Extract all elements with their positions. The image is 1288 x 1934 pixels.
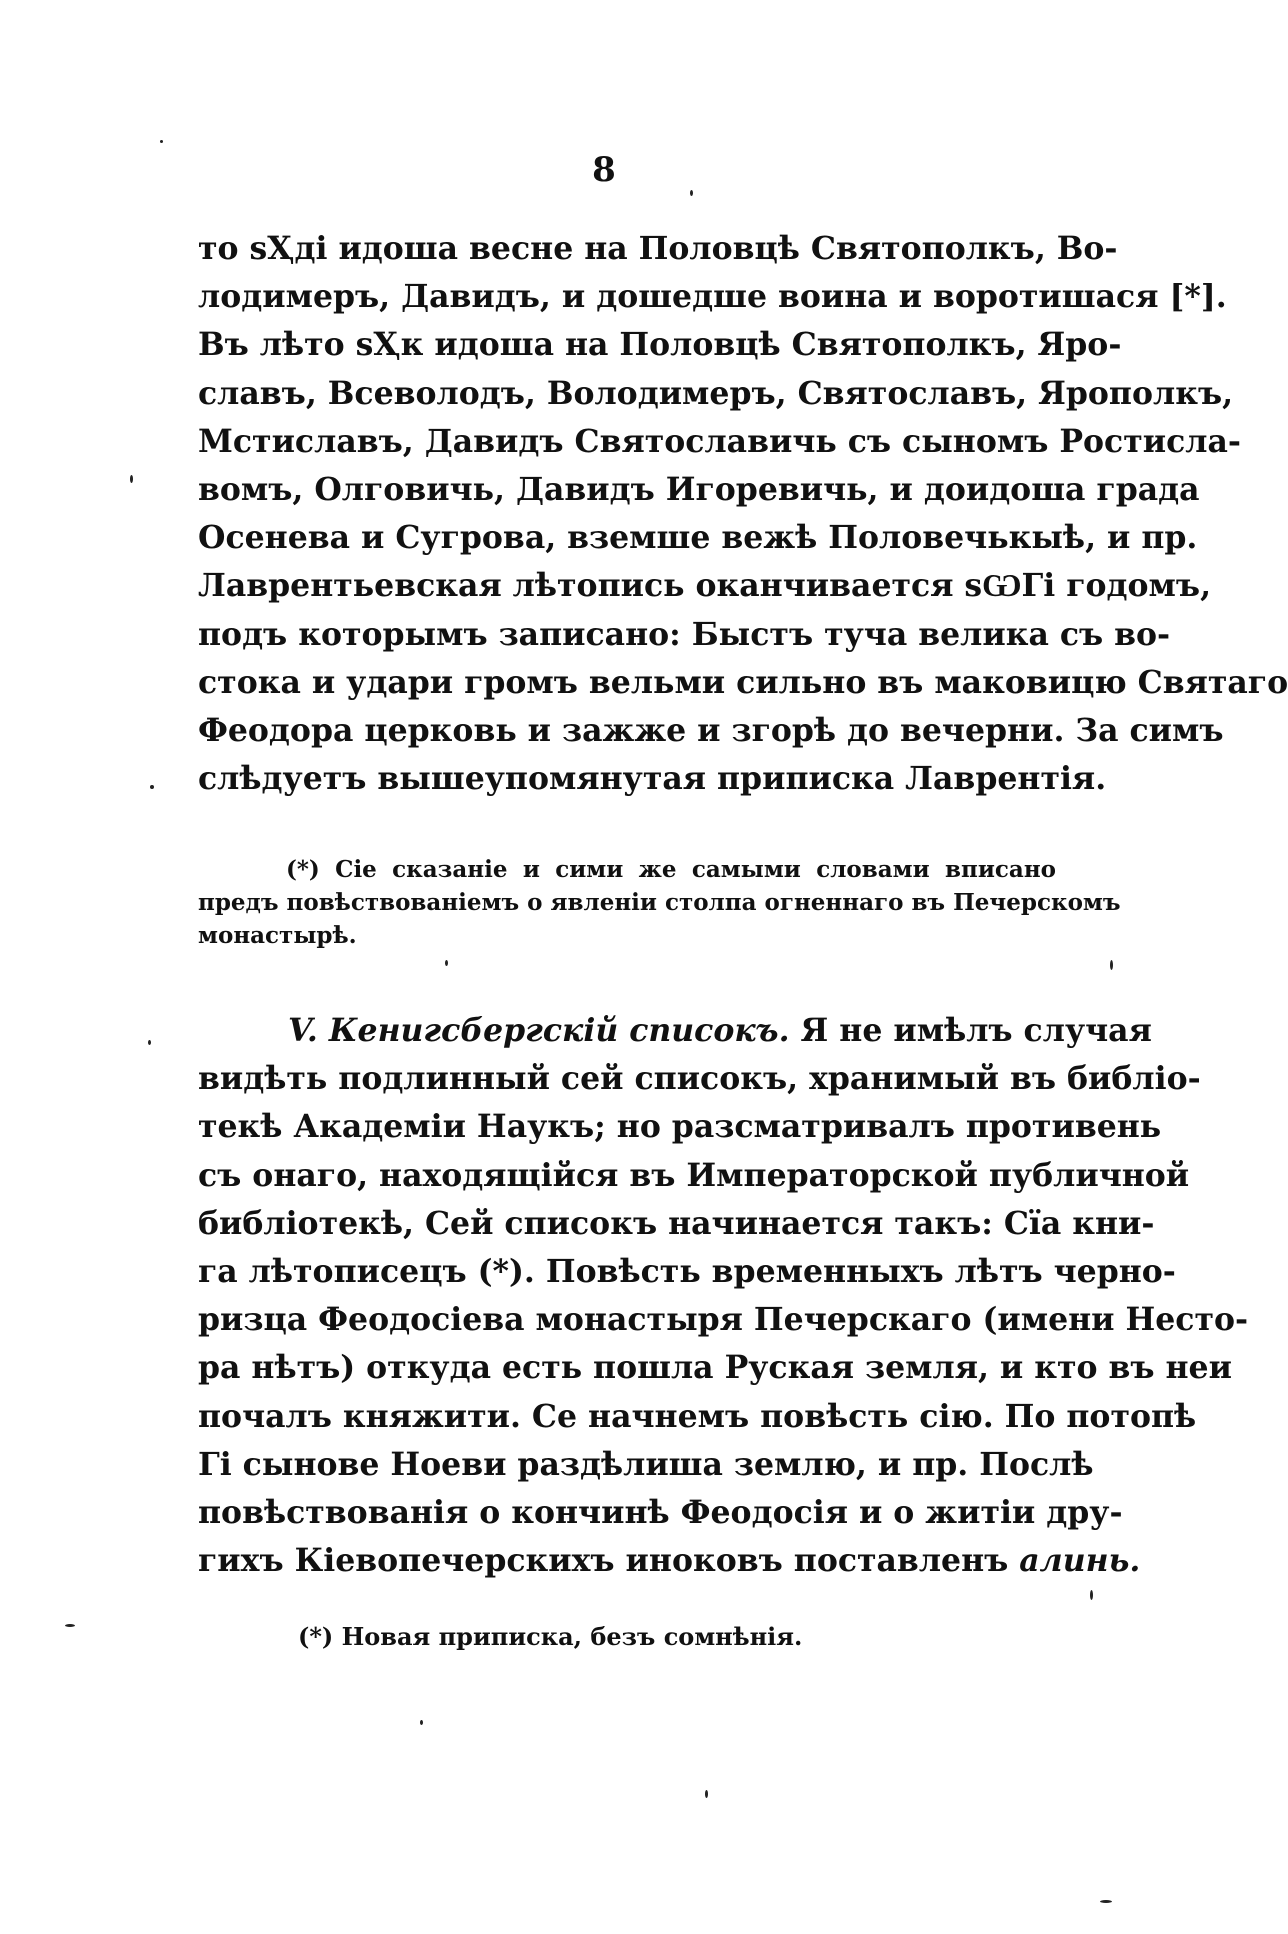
footnote-line: (*) Новая приписка, безъ сомнѣнія.: [298, 1622, 803, 1651]
footnote-line: (*) Сіе сказаніе и сими же самыми словами вписано: [286, 856, 1056, 883]
paragraph-2: [198, 1007, 1249, 1585]
text-fragment: гихъ Кіевопечерскихъ иноковъ поставленъ: [198, 1542, 1009, 1580]
text-line: славъ, Всеволодъ, Володимеръ, Святославъ, Ярополкъ,: [198, 374, 1234, 412]
text-line: видѣть подлинный сей списокъ, хранимый въ библіо-: [198, 1060, 1201, 1098]
scan-speck: [130, 475, 133, 483]
text-line: Гі сынове Ноеви раздѣлиша землю, и пр. Послѣ: [198, 1445, 1094, 1483]
text-line: вомъ, Олговичь, Давидъ Игоревичь, и доидоша града: [198, 471, 1200, 509]
paragraph-1: [198, 225, 1288, 803]
scan-speck: [1090, 1590, 1093, 1600]
footnote-2: [298, 1620, 898, 1653]
text-line: то sҲді идоша весне на Половцѣ Святополкъ, Во-: [198, 230, 1118, 267]
text-line: стока и удари громъ вельми сильно въ маковицю Святаго: [198, 663, 1288, 701]
scan-speck: [690, 190, 693, 196]
text-line: текѣ Академіи Наукъ; но разсматривалъ противень: [198, 1108, 1162, 1146]
footnote-line: монастырѣ.: [198, 922, 357, 949]
text-line: ра нѣтъ) откуда есть пошла Руская земля, и кто въ неи: [198, 1349, 1232, 1387]
closing-word: алинь.: [1019, 1542, 1141, 1580]
scan-speck: [65, 1624, 75, 1627]
text-line: Лаврентьевская лѣтопись оканчивается sѠГі годомъ,: [198, 567, 1212, 605]
text-line: повѣствованія о кончинѣ Феодосія и о житіи дру-: [198, 1494, 1123, 1532]
scan-speck: [1100, 1900, 1112, 1903]
text-line: подъ которымъ записано: Быстъ туча велика съ во-: [198, 615, 1171, 653]
text-line: Феодора церковь и зажже и згорѣ до вечерни. За симъ: [198, 712, 1224, 750]
text-line: библіотекѣ, Сей списокъ начинается такъ: Сїа кни-: [198, 1204, 1155, 1242]
page-number: 8: [592, 150, 616, 190]
scan-speck: [160, 140, 163, 143]
text-line: га лѣтописецъ (*). Повѣсть временныхъ лѣтъ черно-: [198, 1253, 1176, 1291]
text-line: почалъ княжити. Се начнемъ повѣсть сію. По потопѣ: [198, 1397, 1197, 1435]
text-line: съ онаго, находящійся въ Императорской публичной: [198, 1156, 1190, 1194]
footnote-line: предъ повѣствованіемъ о явленіи столпа огненнаго въ Печерскомъ: [198, 889, 1121, 916]
scan-speck: [148, 1040, 151, 1045]
scan-speck: [150, 785, 154, 789]
scan-speck: [420, 1720, 423, 1725]
scan-speck: [705, 1790, 708, 1798]
section-heading: V. Кенигсбергскій списокъ.: [288, 1012, 790, 1049]
text-line: Въ лѣто sҲк идоша на Половцѣ Святополкъ, Яро-: [198, 326, 1122, 364]
text-line: Осенева и Сугрова, вземше вежѣ Половечькыѣ, и пр.: [198, 519, 1198, 557]
text-line: ризца Феодосіева монастыря Печерскаго (имени Несто-: [198, 1301, 1249, 1339]
scan-speck: [1110, 960, 1113, 970]
text-line: слѣдуетъ вышеупомянутая приписка Лаврентія.: [198, 760, 1107, 798]
scan-speck: [445, 960, 448, 966]
text-line: [198, 1007, 1152, 1055]
footnote-1: [198, 853, 1121, 952]
text-line: [198, 1537, 1141, 1585]
text-line: лодимеръ, Давидъ, и дошедше воина и воротишася [*].: [198, 278, 1227, 316]
text-fragment: Я не имѣлъ случая: [800, 1012, 1152, 1049]
text-line: Мстиславъ, Давидъ Святославичь съ сыномъ Ростисла-: [198, 422, 1241, 460]
